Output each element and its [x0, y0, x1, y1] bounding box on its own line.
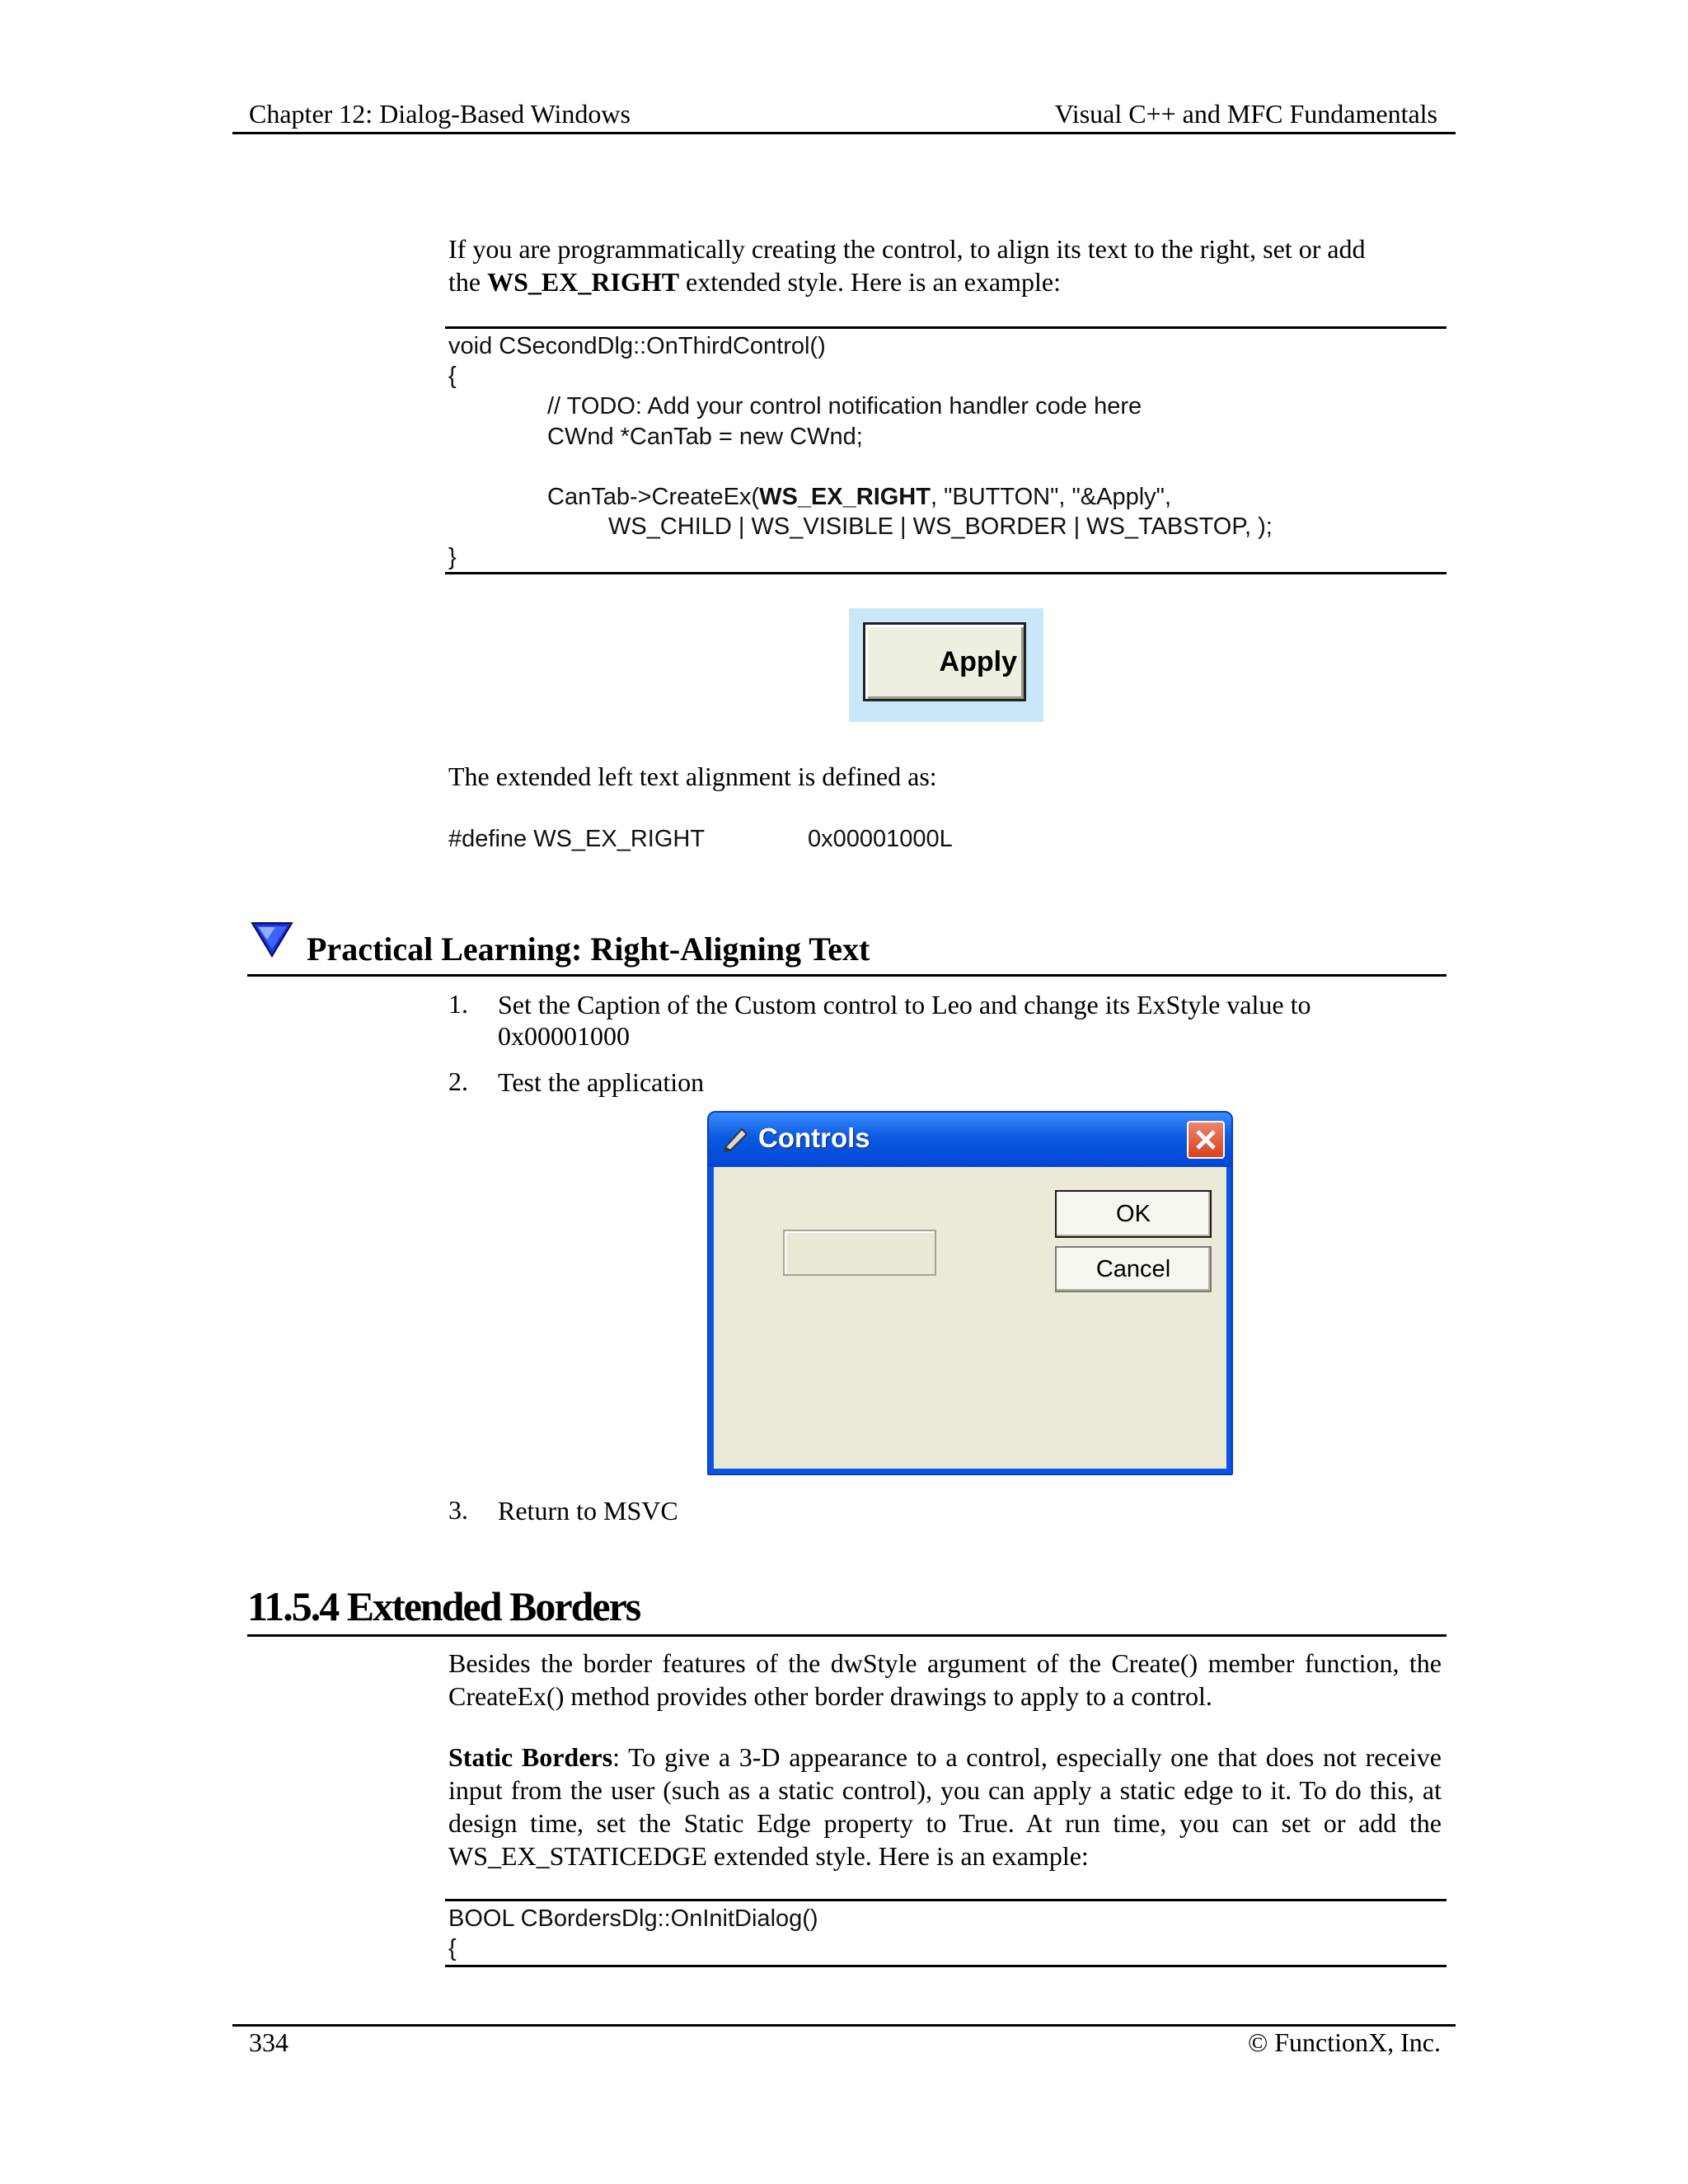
controls-dialog: [707, 1111, 1233, 1475]
list-item-1-text: Set the Caption of the Custom control to Leo and change its ExStyle value to 0x00001000: [498, 990, 1311, 1051]
code2-line-1: BOOL CBordersDlg::OnInitDialog(): [448, 1905, 818, 1932]
list-item-3-text: Return to MSVC: [498, 1496, 678, 1526]
code1-line-5: [547, 484, 1171, 511]
copyright: © FunctionX, Inc.: [1247, 2027, 1441, 2057]
header-book-title: Visual C++ and MFC Fundamentals: [1054, 99, 1437, 129]
code1-line-5-post: , "BUTTON", "&Apply",: [930, 484, 1172, 510]
pencil-icon: [720, 1124, 750, 1154]
practical-learning-rule: [247, 974, 1447, 977]
alignment-text: The extended left text alignment is defined as:: [448, 762, 937, 791]
close-icon: [1189, 1122, 1223, 1157]
dialog-title-bar[interactable]: [709, 1113, 1231, 1167]
static-borders-term: Static Borders: [448, 1742, 613, 1772]
code1-line-1: void CSecondDlg::OnThirdControl(): [448, 333, 826, 359]
dialog-title: Controls: [758, 1122, 870, 1153]
code2-top-rule: [445, 1899, 1447, 1901]
ok-button[interactable]: OK: [1055, 1190, 1212, 1238]
section-paragraph-1: Besides the border features of the dwStyle argument of the Create() member function, the CreateEx() method provides other border drawings to apply to a control.: [448, 1648, 1442, 1711]
intro-line-2: [448, 265, 1442, 298]
code1-bottom-rule: [445, 572, 1447, 574]
intro-line-2-post: extended style. Here is an example:: [679, 267, 1061, 297]
list-item-2-text: Test the application: [498, 1067, 705, 1097]
code1-line-2: {: [448, 363, 457, 389]
code1-top-rule: [445, 326, 1447, 329]
list-item-3-number: 3.: [448, 1495, 468, 1525]
define-value: 0x00001000L: [808, 826, 953, 852]
practical-learning-heading: Practical Learning: Right-Aligning Text: [307, 930, 870, 968]
code1-line-7: }: [448, 544, 457, 570]
define-name: #define WS_EX_RIGHT: [448, 826, 706, 852]
apply-button[interactable]: Apply: [863, 622, 1026, 701]
list-item-2-number: 2.: [448, 1066, 468, 1096]
code1-line-5-pre: CanTab->CreateEx(: [547, 484, 760, 510]
code1-line-3: // TODO: Add your control notification handler code here: [547, 393, 1142, 419]
cancel-button[interactable]: Cancel: [1055, 1246, 1212, 1292]
code1-line-5-bold: WS_EX_RIGHT: [759, 484, 931, 510]
dialog-client-area: [714, 1167, 1226, 1469]
section-heading: 11.5.4 Extended Borders: [247, 1583, 640, 1629]
intro-paragraph: [448, 232, 1442, 298]
list-item-1-number: 1.: [448, 989, 468, 1019]
header-chapter-title: Chapter 12: Dialog-Based Windows: [249, 99, 631, 129]
practical-learning-triangle-icon: [251, 920, 293, 959]
section-paragraph-2: [448, 1741, 1442, 1872]
intro-line-2-pre: the: [448, 267, 488, 297]
page-number: 334: [249, 2027, 288, 2057]
footer-rule: [232, 2024, 1456, 2027]
code2-line-2: {: [448, 1935, 457, 1961]
intro-line-2-bold: WS_EX_RIGHT: [487, 267, 680, 297]
code1-line-4: CWnd *CanTab = new CWnd;: [547, 424, 863, 450]
close-button[interactable]: [1187, 1121, 1225, 1159]
section-heading-rule: [247, 1634, 1447, 1637]
header-rule: [232, 132, 1456, 134]
custom-control[interactable]: [783, 1230, 936, 1276]
apply-button-figure: [849, 608, 1043, 722]
static-borders-description: : To give a 3-D appearance to a control, especially one that does not receive input from the user (such as a static control), you can apply a static edge to it. To do this, at design time, set the Static Edge property to True. At run time, you can set or add the WS_EX_STATICEDGE extended style. Here is an example:: [448, 1742, 1442, 1871]
code2-bottom-rule: [445, 1965, 1447, 1967]
code1-line-6: WS_CHILD | WS_VISIBLE | WS_BORDER | WS_TABSTOP, );: [608, 513, 1273, 540]
intro-line-1: If you are programmatically creating the control, to align its text to the right, set or add: [448, 234, 1366, 264]
